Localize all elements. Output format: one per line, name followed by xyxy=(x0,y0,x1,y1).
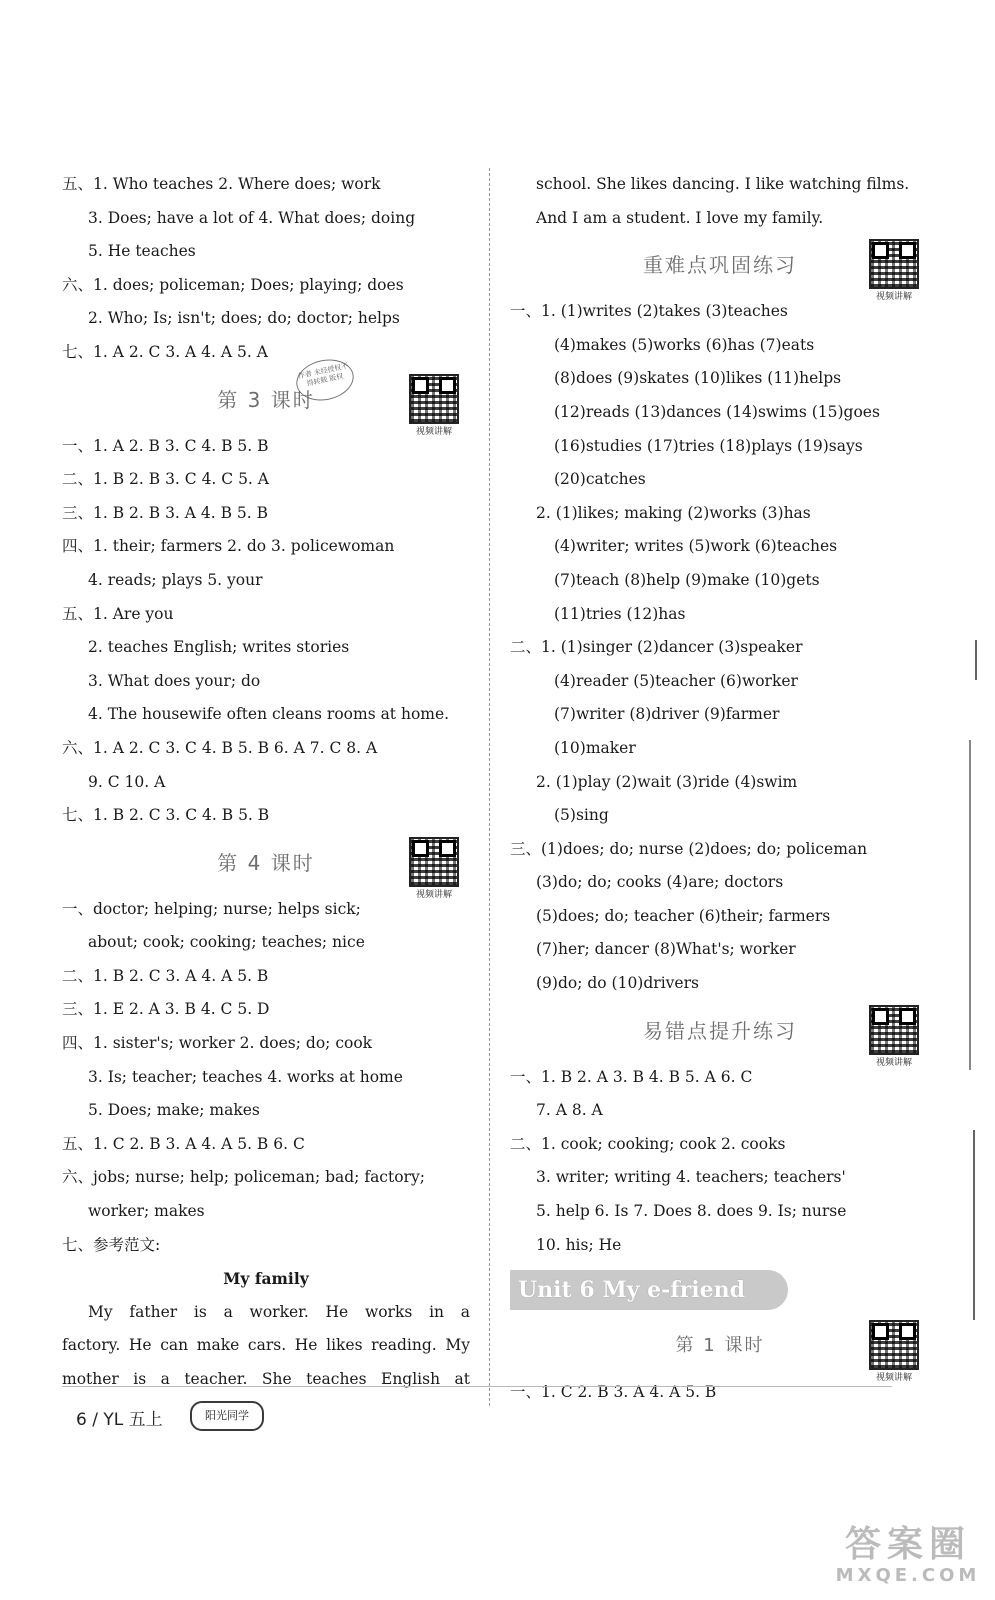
answer-line: (5)sing xyxy=(554,806,609,825)
answer-line: 2. (1)play (2)wait (3)ride (4)swim xyxy=(536,772,798,791)
answer-line: 四、1. sister's; worker 2. does; do; cook xyxy=(62,1034,373,1053)
unit-banner: Unit 6 My e-friend xyxy=(510,1270,788,1310)
essay-line: mother is a teacher. She teaches English at xyxy=(62,1370,470,1388)
answer-line: 三、1. B 2. B 3. A 4. B 5. B xyxy=(62,503,269,522)
answer-line: (4)reader (5)teacher (6)worker xyxy=(554,671,798,690)
edge-mark xyxy=(973,1130,975,1320)
qr-code-icon[interactable] xyxy=(866,239,922,303)
edge-mark xyxy=(975,640,977,680)
answer-line: 五、1. Who teaches 2. Where does; work xyxy=(62,175,381,193)
answer-line: 3. What does your; do xyxy=(88,671,261,690)
answer-line: (16)studies (17)tries (18)plays (19)says xyxy=(554,436,863,455)
qr-code-icon[interactable] xyxy=(406,374,462,438)
answer-line: 三、(1)does; do; nurse (2)does; do; policeman xyxy=(510,839,868,858)
site-watermark xyxy=(833,1525,983,1586)
section-heading xyxy=(62,370,470,437)
footer-page-info xyxy=(76,1405,163,1430)
answer-line: 9. C 10. A xyxy=(88,772,166,791)
answer-line: (10)maker xyxy=(554,738,636,757)
edge-mark xyxy=(969,740,971,1070)
section-title: 重难点巩固练习 xyxy=(643,253,797,278)
answer-line: (11)tries (12)has xyxy=(554,604,686,623)
stamp-text: 作者 未经授权不得转载 版权 xyxy=(297,361,350,388)
answer-line: 六、jobs; nurse; help; policeman; bad; factory; xyxy=(62,1168,425,1187)
answer-line: (5)does; do; teacher (6)their; farmers xyxy=(536,906,831,925)
answer-line: 二、1. (1)singer (2)dancer (3)speaker xyxy=(510,638,803,657)
answer-line: (4)writer; writes (5)work (6)teaches xyxy=(554,537,838,556)
qr-label: 视频讲解 xyxy=(875,1057,912,1068)
qr-code-graphic xyxy=(869,1005,919,1055)
answer-line: 10. his; He xyxy=(536,1235,622,1254)
answer-line: 一、1. C 2. B 3. A 4. A 5. B xyxy=(510,1383,717,1402)
answer-line: 5. help 6. Is 7. Does 8. does 9. Is; nurse xyxy=(536,1202,847,1221)
qr-label: 视频讲解 xyxy=(875,1373,912,1384)
answer-line: 3. Does; have a lot of 4. What does; doing xyxy=(88,208,416,227)
answer-line: 一、doctor; helping; nurse; helps sick; xyxy=(62,899,361,918)
answer-line: 六、1. A 2. C 3. C 4. B 5. B 6. A 7. C 8. A xyxy=(62,738,378,757)
answer-line: 一、1. B 2. A 3. B 4. B 5. A 6. C xyxy=(510,1067,753,1086)
answer-line: 二、1. B 2. C 3. A 4. A 5. B xyxy=(62,966,269,985)
answer-line: (20)catches xyxy=(554,470,646,489)
essay-title: My family xyxy=(223,1269,309,1289)
answer-line: 三、1. E 2. A 3. B 4. C 5. D xyxy=(62,1000,270,1019)
section-title: 第 1 课时 xyxy=(675,1335,765,1357)
answer-line: 2. (1)likes; making (2)works (3)has xyxy=(536,503,811,522)
qr-code-graphic xyxy=(869,1320,919,1370)
section-title: 易错点提升练习 xyxy=(643,1018,797,1043)
footer-separator: / xyxy=(92,1410,98,1430)
answer-line: (12)reads (13)dances (14)swims (15)goes xyxy=(554,402,880,421)
answer-line: 五、1. C 2. B 3. A 4. A 5. B 6. C xyxy=(62,1134,305,1153)
qr-code-graphic xyxy=(869,239,919,289)
qr-code-graphic xyxy=(409,837,459,887)
answer-line: 2. Who; Is; isn't; does; do; doctor; helps xyxy=(88,309,400,328)
grade-label: 五上 xyxy=(128,1410,163,1430)
answer-line: 3. Is; teacher; teaches 4. works at home xyxy=(88,1067,403,1086)
section-heading xyxy=(510,1316,930,1384)
qr-label: 视频讲解 xyxy=(415,426,452,437)
page-footer xyxy=(62,1386,892,1430)
answer-line: 七、1. A 2. C 3. A 4. A 5. A xyxy=(62,342,268,361)
section-title: 第 3 课时 xyxy=(217,387,315,412)
answer-line: (4)makes (5)works (6)has (7)eats xyxy=(554,335,815,354)
right-column xyxy=(510,168,930,1410)
left-column xyxy=(62,168,470,1397)
qr-code-icon[interactable] xyxy=(866,1320,922,1384)
answer-line: 四、1. their; farmers 2. do 3. policewoman xyxy=(62,537,395,556)
section-heading xyxy=(510,1001,930,1068)
qr-code-graphic xyxy=(409,374,459,424)
watermark-main: 答案圈 xyxy=(844,1524,971,1565)
answer-line: 七、参考范文: xyxy=(62,1235,161,1254)
column-divider xyxy=(489,168,490,1406)
brand-name: 阳光同学 xyxy=(205,1409,249,1422)
answer-line: 二、1. cook; cooking; cook 2. cooks xyxy=(510,1134,786,1153)
answer-line: 5. Does; make; makes xyxy=(88,1101,260,1120)
brand-logo xyxy=(190,1401,264,1431)
answer-line: 7. A 8. A xyxy=(536,1101,603,1120)
section-heading xyxy=(62,833,470,900)
qr-label: 视频讲解 xyxy=(875,292,912,303)
answer-line: 六、1. does; policeman; Does; playing; does xyxy=(62,275,404,294)
answer-line: (9)do; do (10)drivers xyxy=(536,974,699,993)
answer-line: 一、1. (1)writes (2)takes (3)teaches xyxy=(510,302,788,321)
book-code: YL xyxy=(103,1410,124,1430)
answer-line: (7)her; dancer (8)What's; worker xyxy=(536,940,796,959)
answer-line: 五、1. Are you xyxy=(62,604,174,623)
answer-line: school. She likes dancing. I like watching films. xyxy=(536,175,910,193)
answer-line: 4. The housewife often cleans rooms at home. xyxy=(88,705,450,724)
answer-line: worker; makes xyxy=(88,1202,205,1221)
essay-line: factory. He can make cars. He likes reading. My xyxy=(62,1336,470,1355)
answer-line: about; cook; cooking; teaches; nice xyxy=(88,933,365,952)
answer-line: 2. teaches English; writes stories xyxy=(88,638,350,657)
answer-line: (7)teach (8)help (9)make (10)gets xyxy=(554,570,820,589)
answer-line: And I am a student. I love my family. xyxy=(536,208,824,227)
answer-line: (7)writer (8)driver (9)farmer xyxy=(554,705,780,724)
answer-line: 七、1. B 2. C 3. C 4. B 5. B xyxy=(62,806,270,825)
qr-code-icon[interactable] xyxy=(406,837,462,901)
qr-label: 视频讲解 xyxy=(415,889,452,900)
answer-line: 3. writer; writing 4. teachers; teachers' xyxy=(536,1168,846,1187)
section-title: 第 4 课时 xyxy=(217,850,315,875)
section-heading xyxy=(510,235,930,303)
answer-line: 4. reads; plays 5. your xyxy=(88,570,263,589)
answer-line: (3)do; do; cooks (4)are; doctors xyxy=(536,873,784,892)
watermark-sub: MXQE.COM xyxy=(835,1565,981,1586)
answer-line: 5. He teaches xyxy=(88,242,196,261)
answer-line: 一、1. A 2. B 3. C 4. B 5. B xyxy=(62,436,269,455)
answer-line: 二、1. B 2. B 3. C 4. C 5. A xyxy=(62,470,269,489)
qr-code-icon[interactable] xyxy=(866,1005,922,1069)
answer-line: (8)does (9)skates (10)likes (11)helps xyxy=(554,369,842,388)
page-number: 6 xyxy=(76,1410,87,1430)
essay-line: My father is a worker. He works in a xyxy=(88,1302,470,1321)
